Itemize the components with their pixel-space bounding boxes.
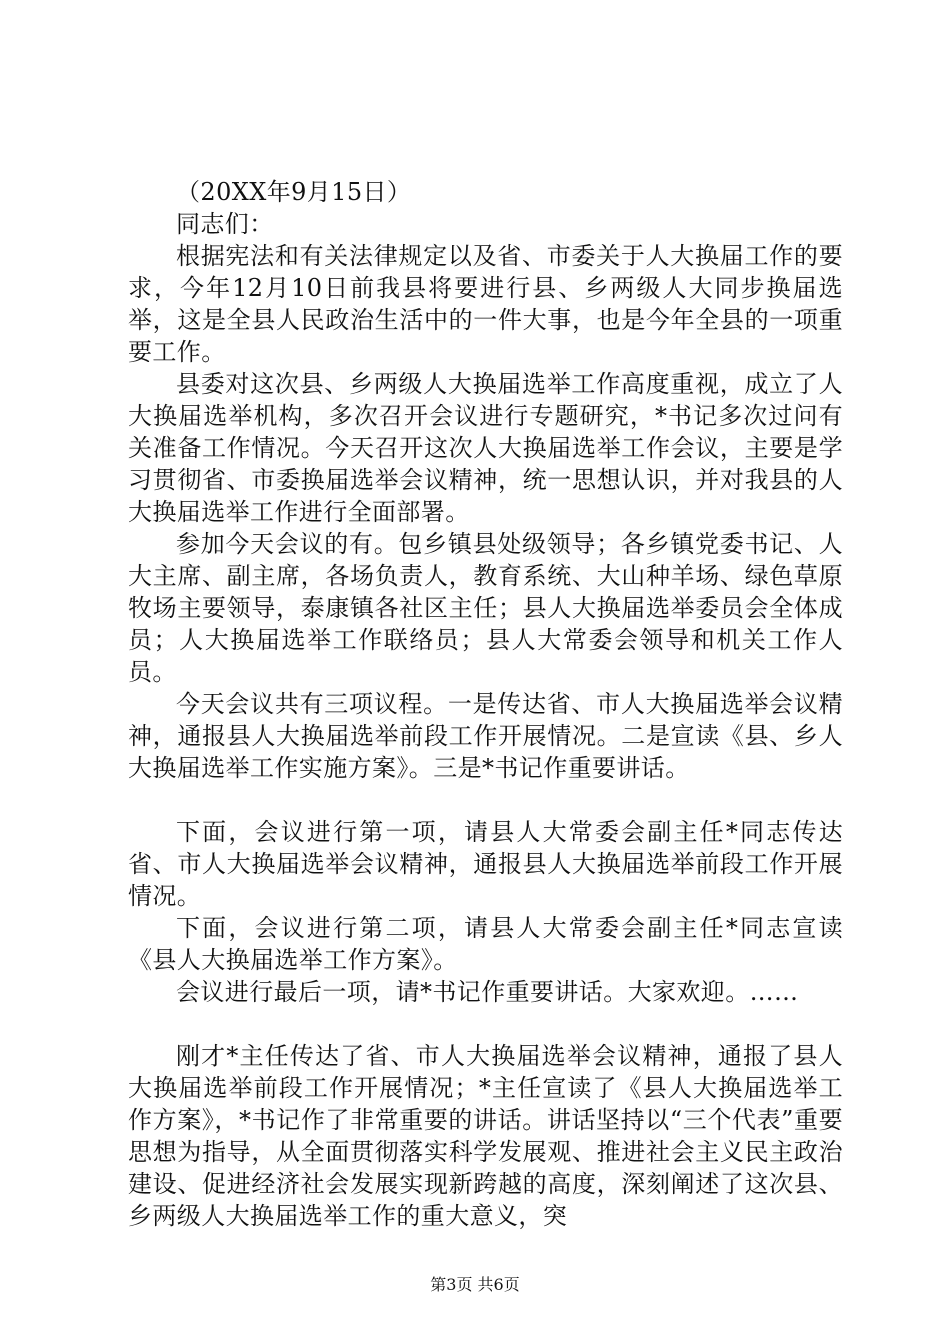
paragraph-agenda: 今天会议共有三项议程。一是传达省、市人大换届选举会议精神，通报县人大换届选举前段工作开展情况。二是宣读《县、乡人大换届选举工作实施方案》。三是*书记作重要讲话。 [128, 690, 843, 782]
date-line: （20XX年9月15日） [176, 178, 412, 206]
paragraph-item-two: 下面，会议进行第二项，请县人大常委会副主任*同志宣读《县人大换届选举工作方案》。 [128, 914, 843, 974]
document-body [128, 176, 843, 1232]
salutation: 同志们： [176, 210, 274, 238]
page-number-footer: 第3页 共6页 [430, 1275, 520, 1294]
paragraph-county-committee: 县委对这次县、乡两级人大换届选举工作高度重视，成立了人大换届选举机构，多次召开会议进行专题研究，*书记多次过问有关准备工作情况。今天召开这次人大换届选举工作会议，主要是学习贯彻省、市委换届选举会议精神，统一思想认识，并对我县的人大换届选举工作进行全面部署。 [128, 370, 843, 526]
paragraph-election-requirement: 根据宪法和有关法律规定以及省、市委关于人大换届工作的要求，今年12月10日前我县将要进行县、乡两级人大同步换届选举，这是全县人民政治生活中的一件大事，也是今年全县的一项重要工作。 [128, 242, 843, 366]
paragraph-spacer [128, 1008, 843, 1040]
paragraph-summary: 刚才*主任传达了省、市人大换届选举会议精神，通报了县人大换届选举前段工作开展情况；*主任宣读了《县人大换届选举工作方案》，*书记作了非常重要的讲话。讲话坚持以“三个代表”重要思想为指导，从全面贯彻落实科学发展观、推进社会主义民主政治建设、促进经济社会发展实现新跨越的高度，深刻阐述了这次县、乡两级人大换届选举工作的重大意义，突 [128, 1042, 843, 1230]
paragraph-item-one: 下面，会议进行第一项，请县人大常委会副主任*同志传达省、市人大换届选举会议精神，通报县人大换届选举前段工作开展情况。 [128, 818, 843, 910]
paragraph-spacer [128, 784, 843, 816]
paragraph-attendees: 参加今天会议的有。包乡镇县处级领导；各乡镇党委书记、人大主席、副主席，各场负责人，教育系统、大山种羊场、绿色草原牧场主要领导，泰康镇各社区主任；县人大换届选举委员会全体成员；人大换届选举工作联络员；县人大常委会领导和机关工作人员。 [128, 530, 843, 686]
paragraph-final-item: 会议进行最后一项，请*书记作重要讲话。大家欢迎。…… [176, 978, 799, 1006]
